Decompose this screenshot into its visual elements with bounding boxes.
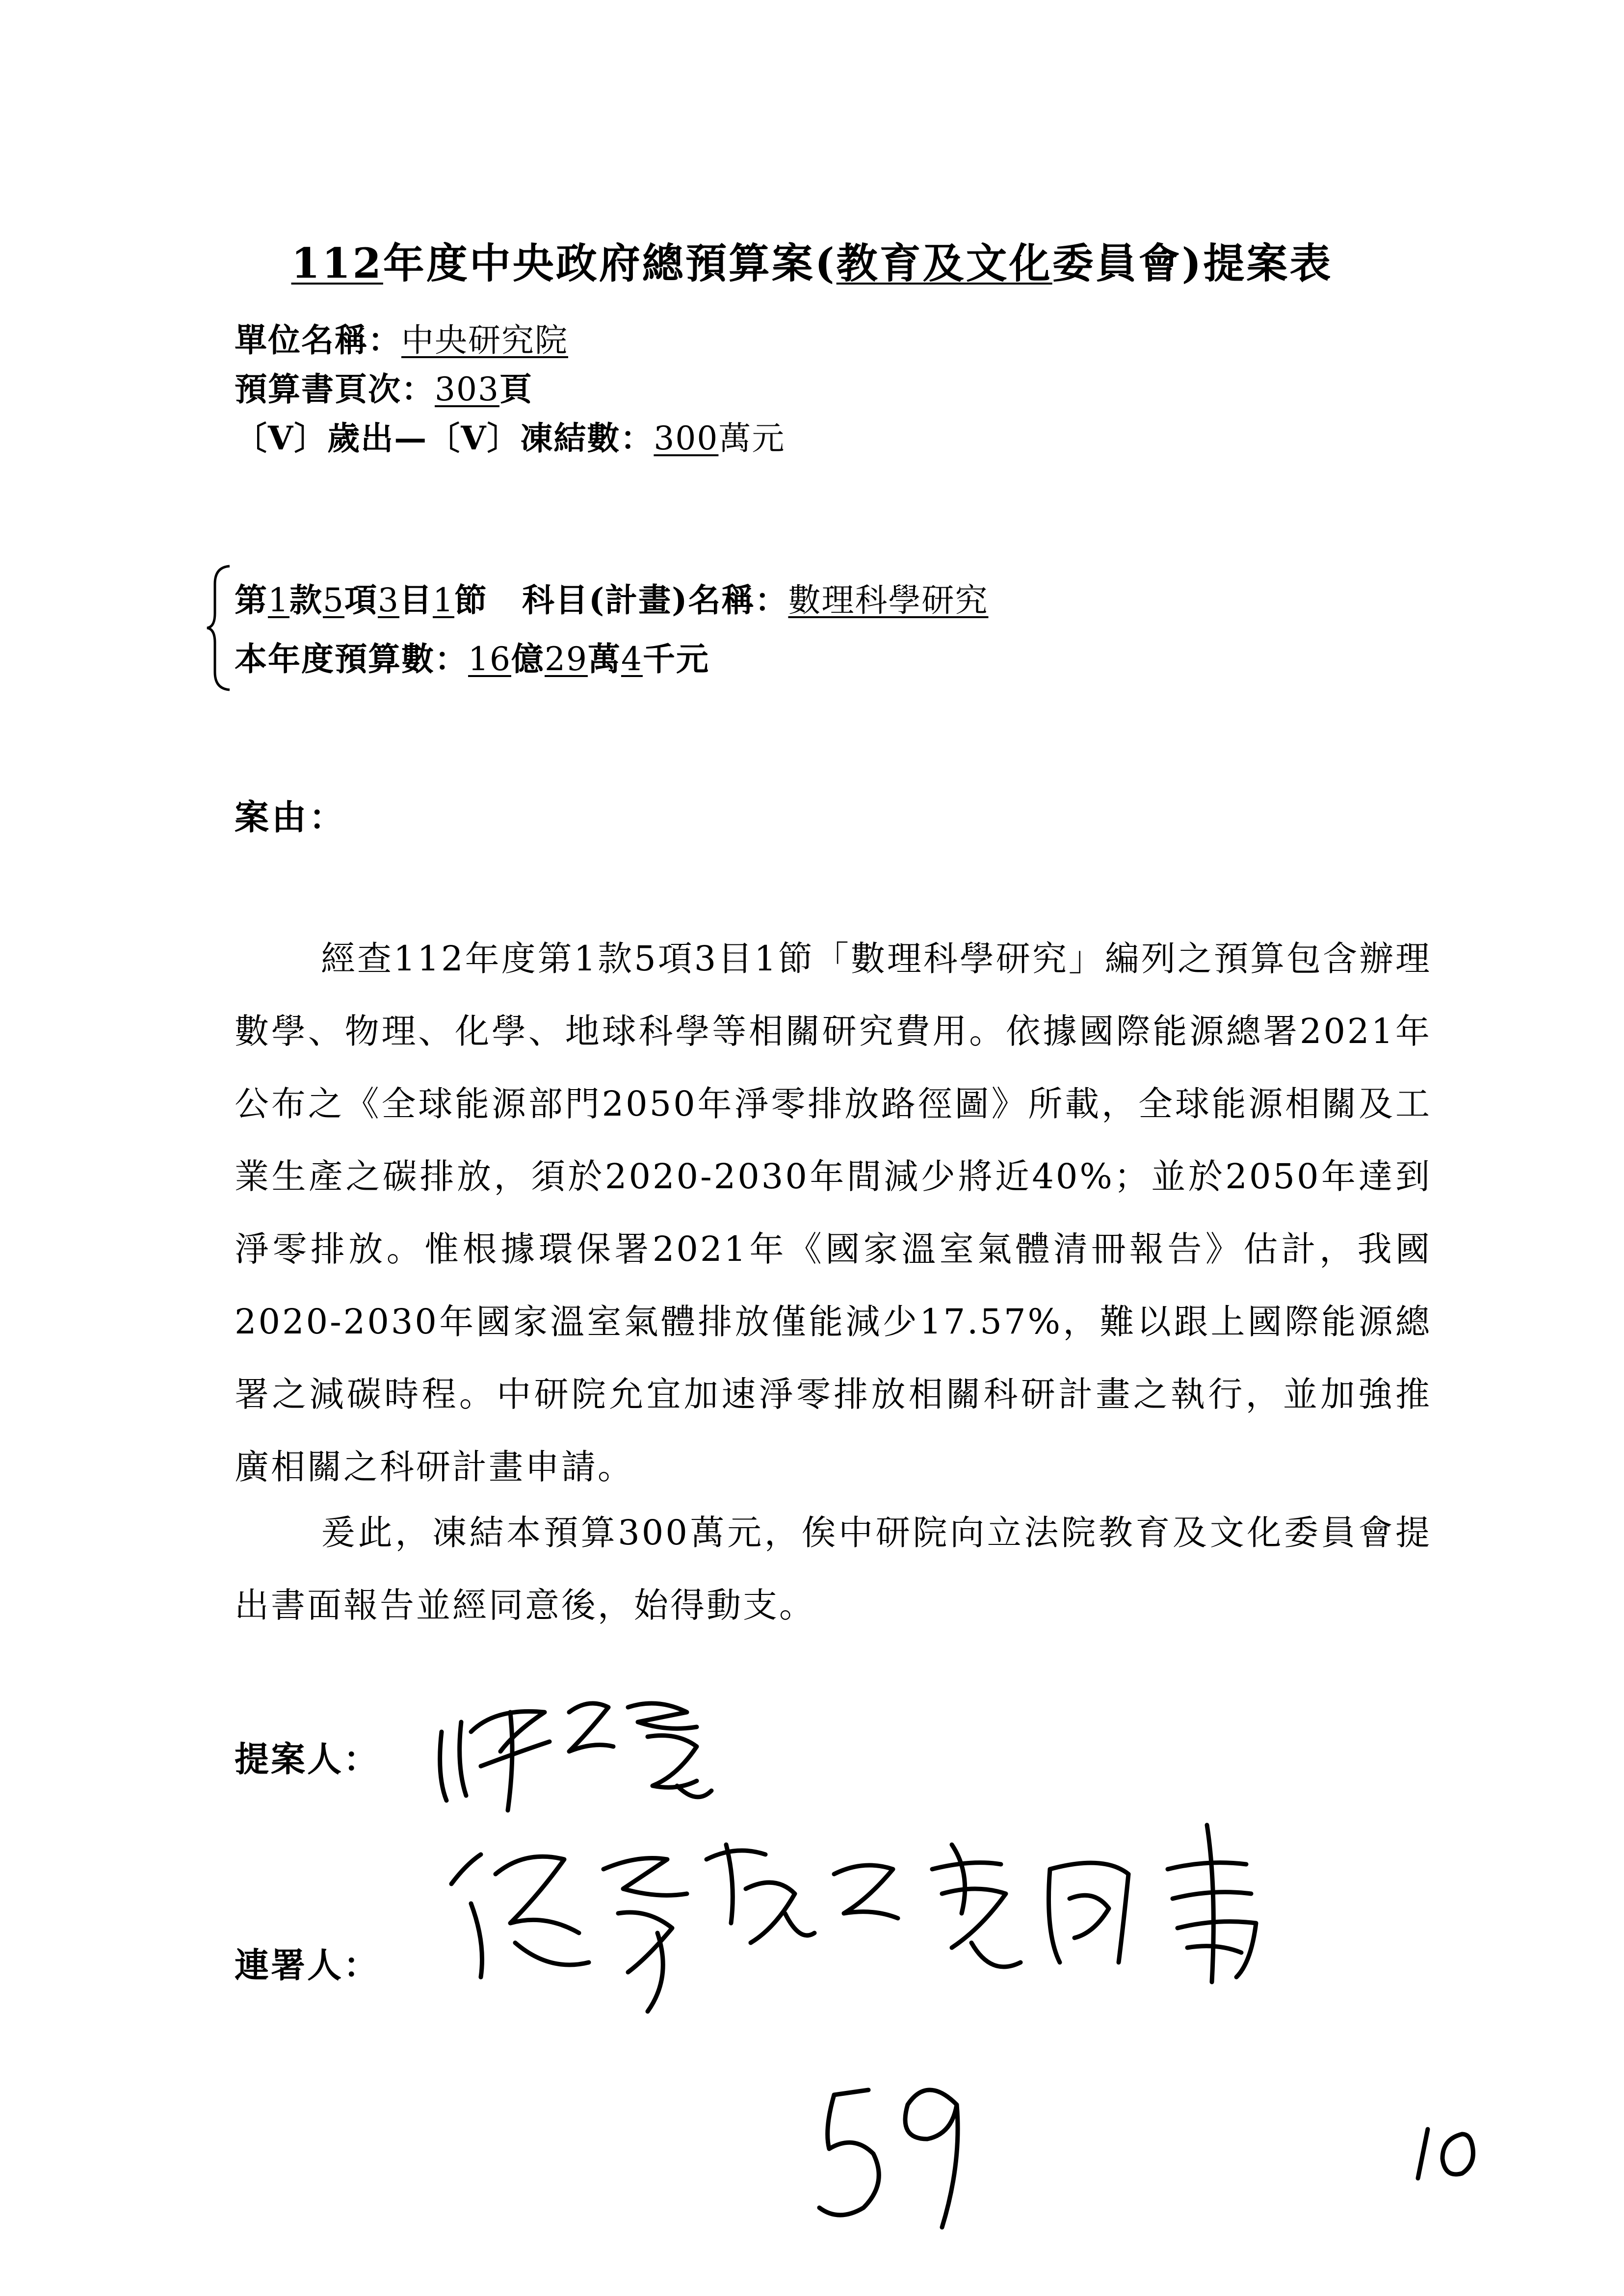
handwritten-corner-number xyxy=(1408,2119,1487,2188)
corner-number-drawing xyxy=(1408,2119,1487,2188)
budget-label: 本年度預算數： xyxy=(235,640,468,678)
cosigner-label: 連署人： xyxy=(235,1945,380,1985)
item-mu: 3 xyxy=(378,581,399,619)
proposer-signature xyxy=(422,1678,736,1825)
budget-wan-label: 萬 xyxy=(587,640,621,678)
item-di: 第 xyxy=(235,581,268,619)
handwritten-page-number xyxy=(805,2065,981,2242)
proposer-label: 提案人： xyxy=(235,1739,380,1779)
budget-yi-label: 億 xyxy=(511,640,545,678)
item-jie: 1 xyxy=(433,581,454,619)
expense-line xyxy=(235,412,785,459)
expense-label: 〔V〕歲出—〔V〕凍結數： xyxy=(235,419,654,457)
item-xiang-label: 項 xyxy=(344,581,378,619)
budget-yi: 16 xyxy=(468,640,511,678)
reason-paragraph-1: 經查112年度第1款5項3目1節「數理科學研究」編列之預算包含辦理數學、物理、化學、地球科學等相關研究費用。依據國際能源總署2021年公布之《全球能源部門2050年淨零排放路徑圖》所載，全球能源相關及工業生產之碳排放，須於2020-2030年間減少將近40%；並於2050年達到淨零排放。惟根據環保署2021年《國家溫室氣體清冊報告》估計，我國2020-2030年國家溫室氣體排放僅能減少17.57%，難以跟上國際能源總署之減碳時程。中研院允宜加速淨零排放相關科研計畫之執行，並加強推廣相關之科研計畫申請。 xyxy=(235,939,1432,1487)
page-label: 預算書頁次： xyxy=(235,370,435,408)
item-mu-label: 目 xyxy=(399,581,433,619)
title-year: 112 xyxy=(291,239,383,287)
item-xiang: 5 xyxy=(323,581,344,619)
budget-line xyxy=(235,633,709,679)
budget-qian: 4 xyxy=(621,640,643,678)
page-suffix: 頁 xyxy=(499,370,533,408)
page-value: 303 xyxy=(435,370,499,408)
reason-paragraph-2: 爰此，凍結本預算300萬元，俟中研院向立法院教育及文化委員會提出書面報告並經同意後，始得動支。 xyxy=(235,1513,1432,1625)
title-part2: 委員會)提案表 xyxy=(1052,239,1333,287)
subject-value: 數理科學研究 xyxy=(788,581,989,619)
frozen-value: 300 xyxy=(654,419,719,457)
budget-wan: 29 xyxy=(544,640,588,678)
item-line xyxy=(235,574,988,621)
unit-label: 單位名稱： xyxy=(235,321,401,359)
title-part1: 年度中央政府總預算案( xyxy=(383,239,837,287)
document-title xyxy=(0,231,1624,290)
subject-label: 科目(計畫)名稱： xyxy=(522,581,788,619)
page-line xyxy=(235,363,533,410)
cosigner-signatures xyxy=(442,1815,1423,2021)
title-committee: 教育及文化 xyxy=(836,239,1052,287)
item-jie-label: 節 xyxy=(454,581,488,619)
budget-qian-label: 千元 xyxy=(642,640,709,678)
unit-line xyxy=(235,314,568,361)
item-kuan: 1 xyxy=(268,581,289,619)
page-number-drawing xyxy=(805,2065,981,2242)
reason-heading: 案由： xyxy=(235,797,346,837)
item-kuan-label: 款 xyxy=(289,581,323,619)
unit-value: 中央研究院 xyxy=(401,321,568,359)
brace-icon xyxy=(206,564,231,692)
frozen-suffix: 萬元 xyxy=(718,419,786,457)
